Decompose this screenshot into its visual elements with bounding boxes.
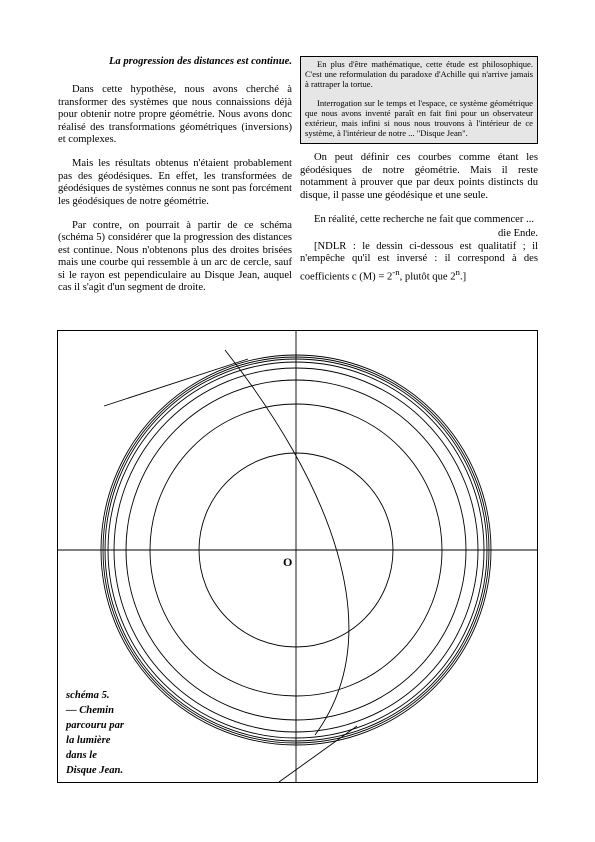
section-heading: La progression des distances est continue. [108,56,292,67]
caption-line: Disque Jean. [66,765,124,776]
caption-line: schéma 5. [66,690,110,701]
paragraph: Mais les résultats obtenus n'étaient probablement pas des géodésiques. En effet, les transformées de géodésiques de systèmes connus ne sont pas forcément les géodésiques de notre géométrie. [58,158,292,207]
center-label: O [283,555,293,569]
exponent: -n [392,266,400,277]
paragraph: En réalité, cette recherche ne fait que commencer ... [314,214,534,226]
signature: die Ende. [497,228,538,240]
editor-note-text: , plutôt que 2 [399,271,456,283]
tangent-line-bottom [279,726,357,782]
caption-line: — Chemin [66,705,114,716]
left-column [58,56,292,307]
caption-line: parcouru par [66,720,124,731]
exponent: n [455,266,460,277]
right-column [300,56,538,284]
figure-caption [66,688,156,778]
editor-note-text: .] [459,271,467,283]
note-paragraph: En plus d'être mathématique, cette étude est philosophique. C'est une reformulation du paradoxe d'Achille qui n'arrive jamais à rattraper la tortue. [305,59,533,90]
caption-line: la lumière [66,735,111,746]
note-paragraph: Interrogation sur le temps et l'espace, ce système géométrique que nous avons inventé paraît en fait fini pour un observateur extérieur, mais infini si nous nous trouvons à l'intérieur de ce système, à l'intérieur de notre ... "Disque Jean". [305,97,533,139]
sidebar-note-box [300,56,538,144]
editor-note-text: [NDLR : le dessin ci-dessous est qualitatif ; il n'empêche qu'il est inversé : il correspond à des coefficients c (M) = 2 [300,240,538,283]
paragraph: Par contre, on pourrait à partir de ce schéma (schéma 5) considérer que la progression des distances est continue. Nous n'obtenons plus des droites brisées mais une courbe qui ressemble à un arc de cercle, sauf si le rayon est pependiculaire au Disque Jean, auquel cas il s'agit d'un segment de droite. [58,220,292,294]
caption-line: dans le [66,750,97,761]
editor-note [300,241,538,284]
paragraph: On peut définir ces courbes comme étant les géodésiques de notre géométrie. Mais il reste notamment à prouver que par deux points distincts du disque, il passe une géodésique et une seule. [300,152,538,201]
paragraph: Dans cette hypothèse, nous avons cherché à transformer des systèmes que nous connaissions déjà pour obtenir notre propre géométrie. Nous avons donc réalisé des transformations géométriques (inversions) et complexes. [58,84,292,146]
